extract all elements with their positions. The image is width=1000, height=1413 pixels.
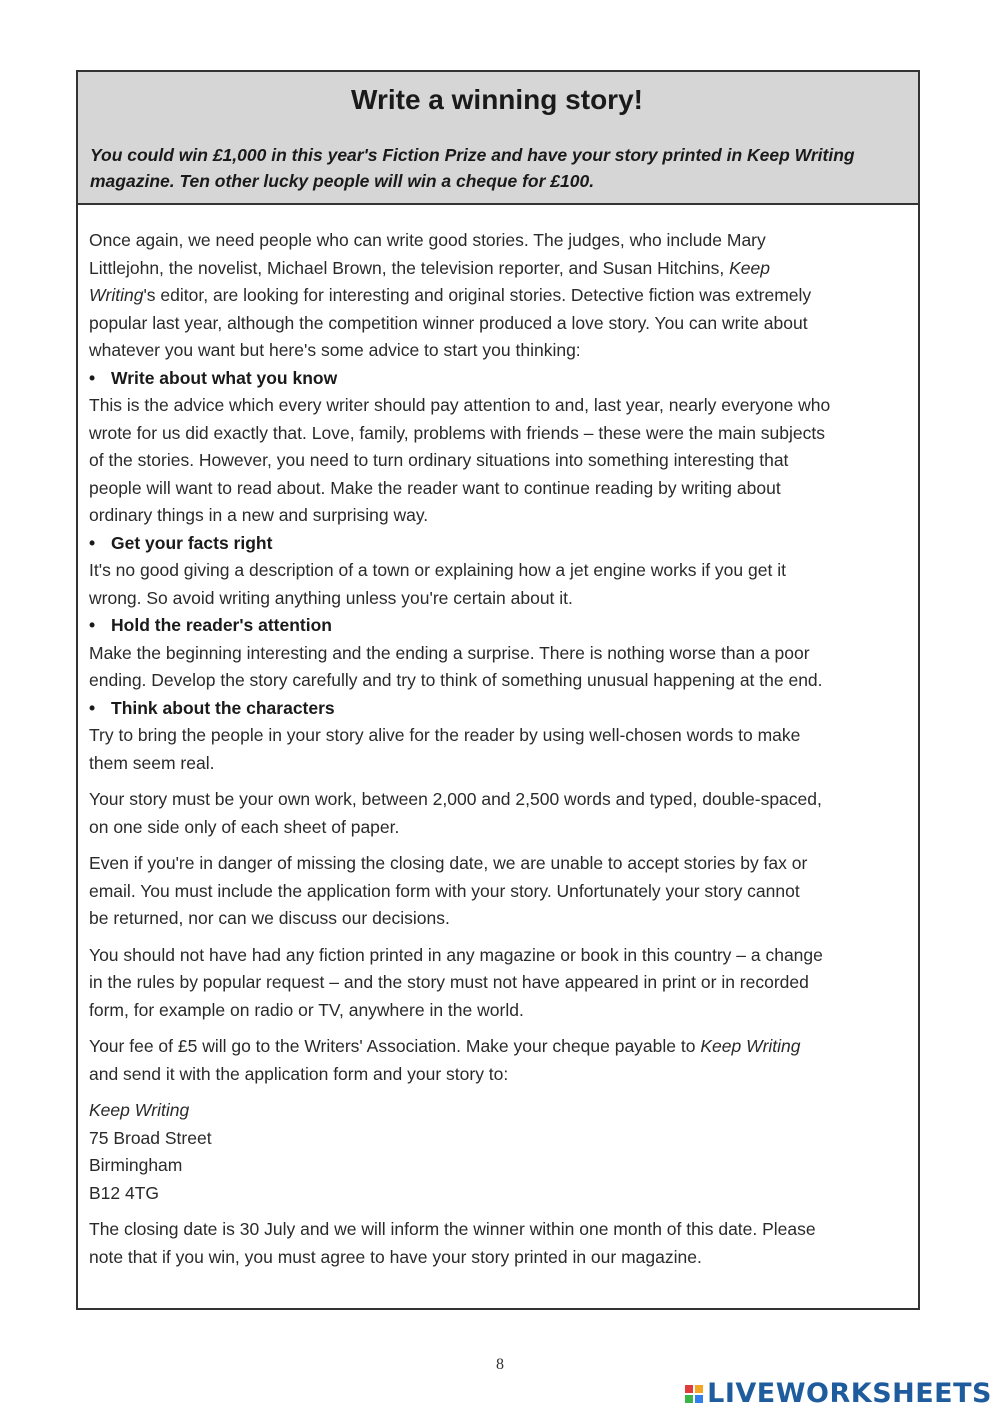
article-frame [76, 70, 920, 1310]
text-emphasis: Keep [729, 257, 770, 278]
text-line: wrote for us did exactly that. Love, family, problems with friends – these were the main subjects [89, 422, 825, 443]
address-line [89, 1097, 906, 1125]
text-line: of the stories. However, you need to turn ordinary situations into something interesting that [89, 450, 789, 470]
logo-square [695, 1395, 703, 1403]
logo-square [685, 1385, 693, 1393]
text-line: This is the advice which every writer should pay attention to and, last year, nearly everyone who [89, 395, 831, 415]
address-name: Keep Writing [89, 1100, 190, 1120]
text-emphasis: Keep Writing [700, 1036, 801, 1056]
bullet-heading [89, 530, 906, 558]
bullet-icon: • [89, 532, 96, 553]
text-line: form, for example on radio or TV, anywhere in the world. [89, 999, 524, 1020]
rules-paragraph [89, 850, 906, 933]
text-line: Once again, we need people who can write good stories. The judges, who include Mary [89, 230, 766, 250]
address-line: 75 Broad Street [89, 1127, 212, 1148]
bullet-heading-text: Hold the reader's attention [111, 615, 332, 635]
logo-grid-icon [685, 1385, 703, 1403]
rules-paragraph [89, 942, 906, 1025]
text-emphasis: Writing [89, 285, 144, 305]
text-line: in the rules by popular request – and the story must not have appeared in print or in recorded [89, 972, 809, 992]
bullet-heading-text: Think about the characters [111, 697, 335, 718]
advice-bullet [89, 530, 906, 613]
text-line: ordinary things in a new and surprising way. [89, 505, 429, 525]
logo-text: LIVEWORKSHEETS [707, 1378, 992, 1409]
text-line: whatever you want but here's some advice to start you thinking: [89, 340, 581, 360]
article-header [78, 72, 918, 205]
text-line: Make the beginning interesting and the ending a surprise. There is nothing worse than a poor [89, 642, 810, 663]
page-number: 8 [496, 1356, 504, 1373]
text-line: The closing date is 30 July and we will inform the winner within one month of this date. Please [89, 1219, 816, 1239]
liveworksheets-logo[interactable] [685, 1378, 992, 1409]
bullet-heading-text: Write about what you know [111, 367, 338, 388]
text-line: ending. Develop the story carefully and try to think of something unusual happening at the end. [89, 670, 823, 690]
article-title: Write a winning story! [351, 84, 643, 115]
closing-paragraph [89, 1216, 906, 1271]
fee-paragraph [89, 1033, 906, 1088]
text-line: email. You must include the application form with your story. Unfortunately your story cannot [89, 880, 800, 901]
text-line: Try to bring the people in your story alive for the reader by using well-chosen words to make [89, 725, 801, 745]
text-line: them seem real. [89, 752, 215, 773]
rules-paragraph [89, 786, 906, 841]
logo-square [695, 1385, 703, 1393]
text-line: popular last year, although the competition winner produced a love story. You can write about [89, 312, 808, 333]
postal-address [89, 1097, 906, 1207]
text-line: and send it with the application form and your story to: [89, 1063, 509, 1084]
text-line: Your story must be your own work, between 2,000 and 2,500 words and typed, double-spaced, [89, 789, 822, 809]
bullet-heading-text: Get your facts right [111, 532, 273, 553]
text-line: Even if you're in danger of missing the closing date, we are unable to accept stories by fax or [89, 853, 808, 873]
text-line [89, 282, 906, 310]
bullet-heading [89, 612, 906, 640]
text-line [89, 1033, 906, 1061]
text-line: You should not have had any fiction printed in any magazine or book in this country – a change [89, 944, 823, 965]
logo-square [685, 1395, 693, 1403]
text-line: on one side only of each sheet of paper. [89, 816, 400, 837]
bullet-icon: • [89, 367, 96, 388]
bullet-icon: • [89, 697, 96, 718]
text-span: Littlejohn, the novelist, Michael Brown, the television reporter, and Susan Hitchins, [89, 257, 730, 278]
advice-bullet [89, 365, 906, 530]
text-line: be returned, nor can we discuss our decisions. [89, 908, 450, 928]
bullet-heading [89, 365, 906, 393]
advice-bullet [89, 612, 906, 695]
intro-paragraph [89, 227, 906, 365]
text-line [89, 255, 906, 283]
address-line: B12 4TG [89, 1182, 160, 1203]
article-body [78, 205, 918, 1271]
text-line: wrong. So avoid writing anything unless you're certain about it. [89, 587, 573, 608]
text-span: Your fee of £5 will go to the Writers' Association. Make your cheque payable to [89, 1036, 701, 1056]
address-line: Birmingham [89, 1155, 183, 1175]
text-line: people will want to read about. Make the reader want to continue reading by writing about [89, 477, 781, 498]
text-line: note that if you win, you must agree to have your story printed in our magazine. [89, 1246, 702, 1267]
article-subtitle: You could win £1,000 in this year's Fiction Prize and have your story printed in Keep Writing magazine. Ten other lucky people will win a cheque for £100. [90, 145, 855, 191]
bullet-icon: • [89, 615, 96, 635]
text-line: It's no good giving a description of a town or explaining how a jet engine works if you get it [89, 560, 786, 580]
advice-bullet [89, 695, 906, 778]
bullet-heading [89, 695, 906, 723]
text-span: 's editor, are looking for interesting and original stories. Detective fiction was extremely [143, 285, 812, 305]
